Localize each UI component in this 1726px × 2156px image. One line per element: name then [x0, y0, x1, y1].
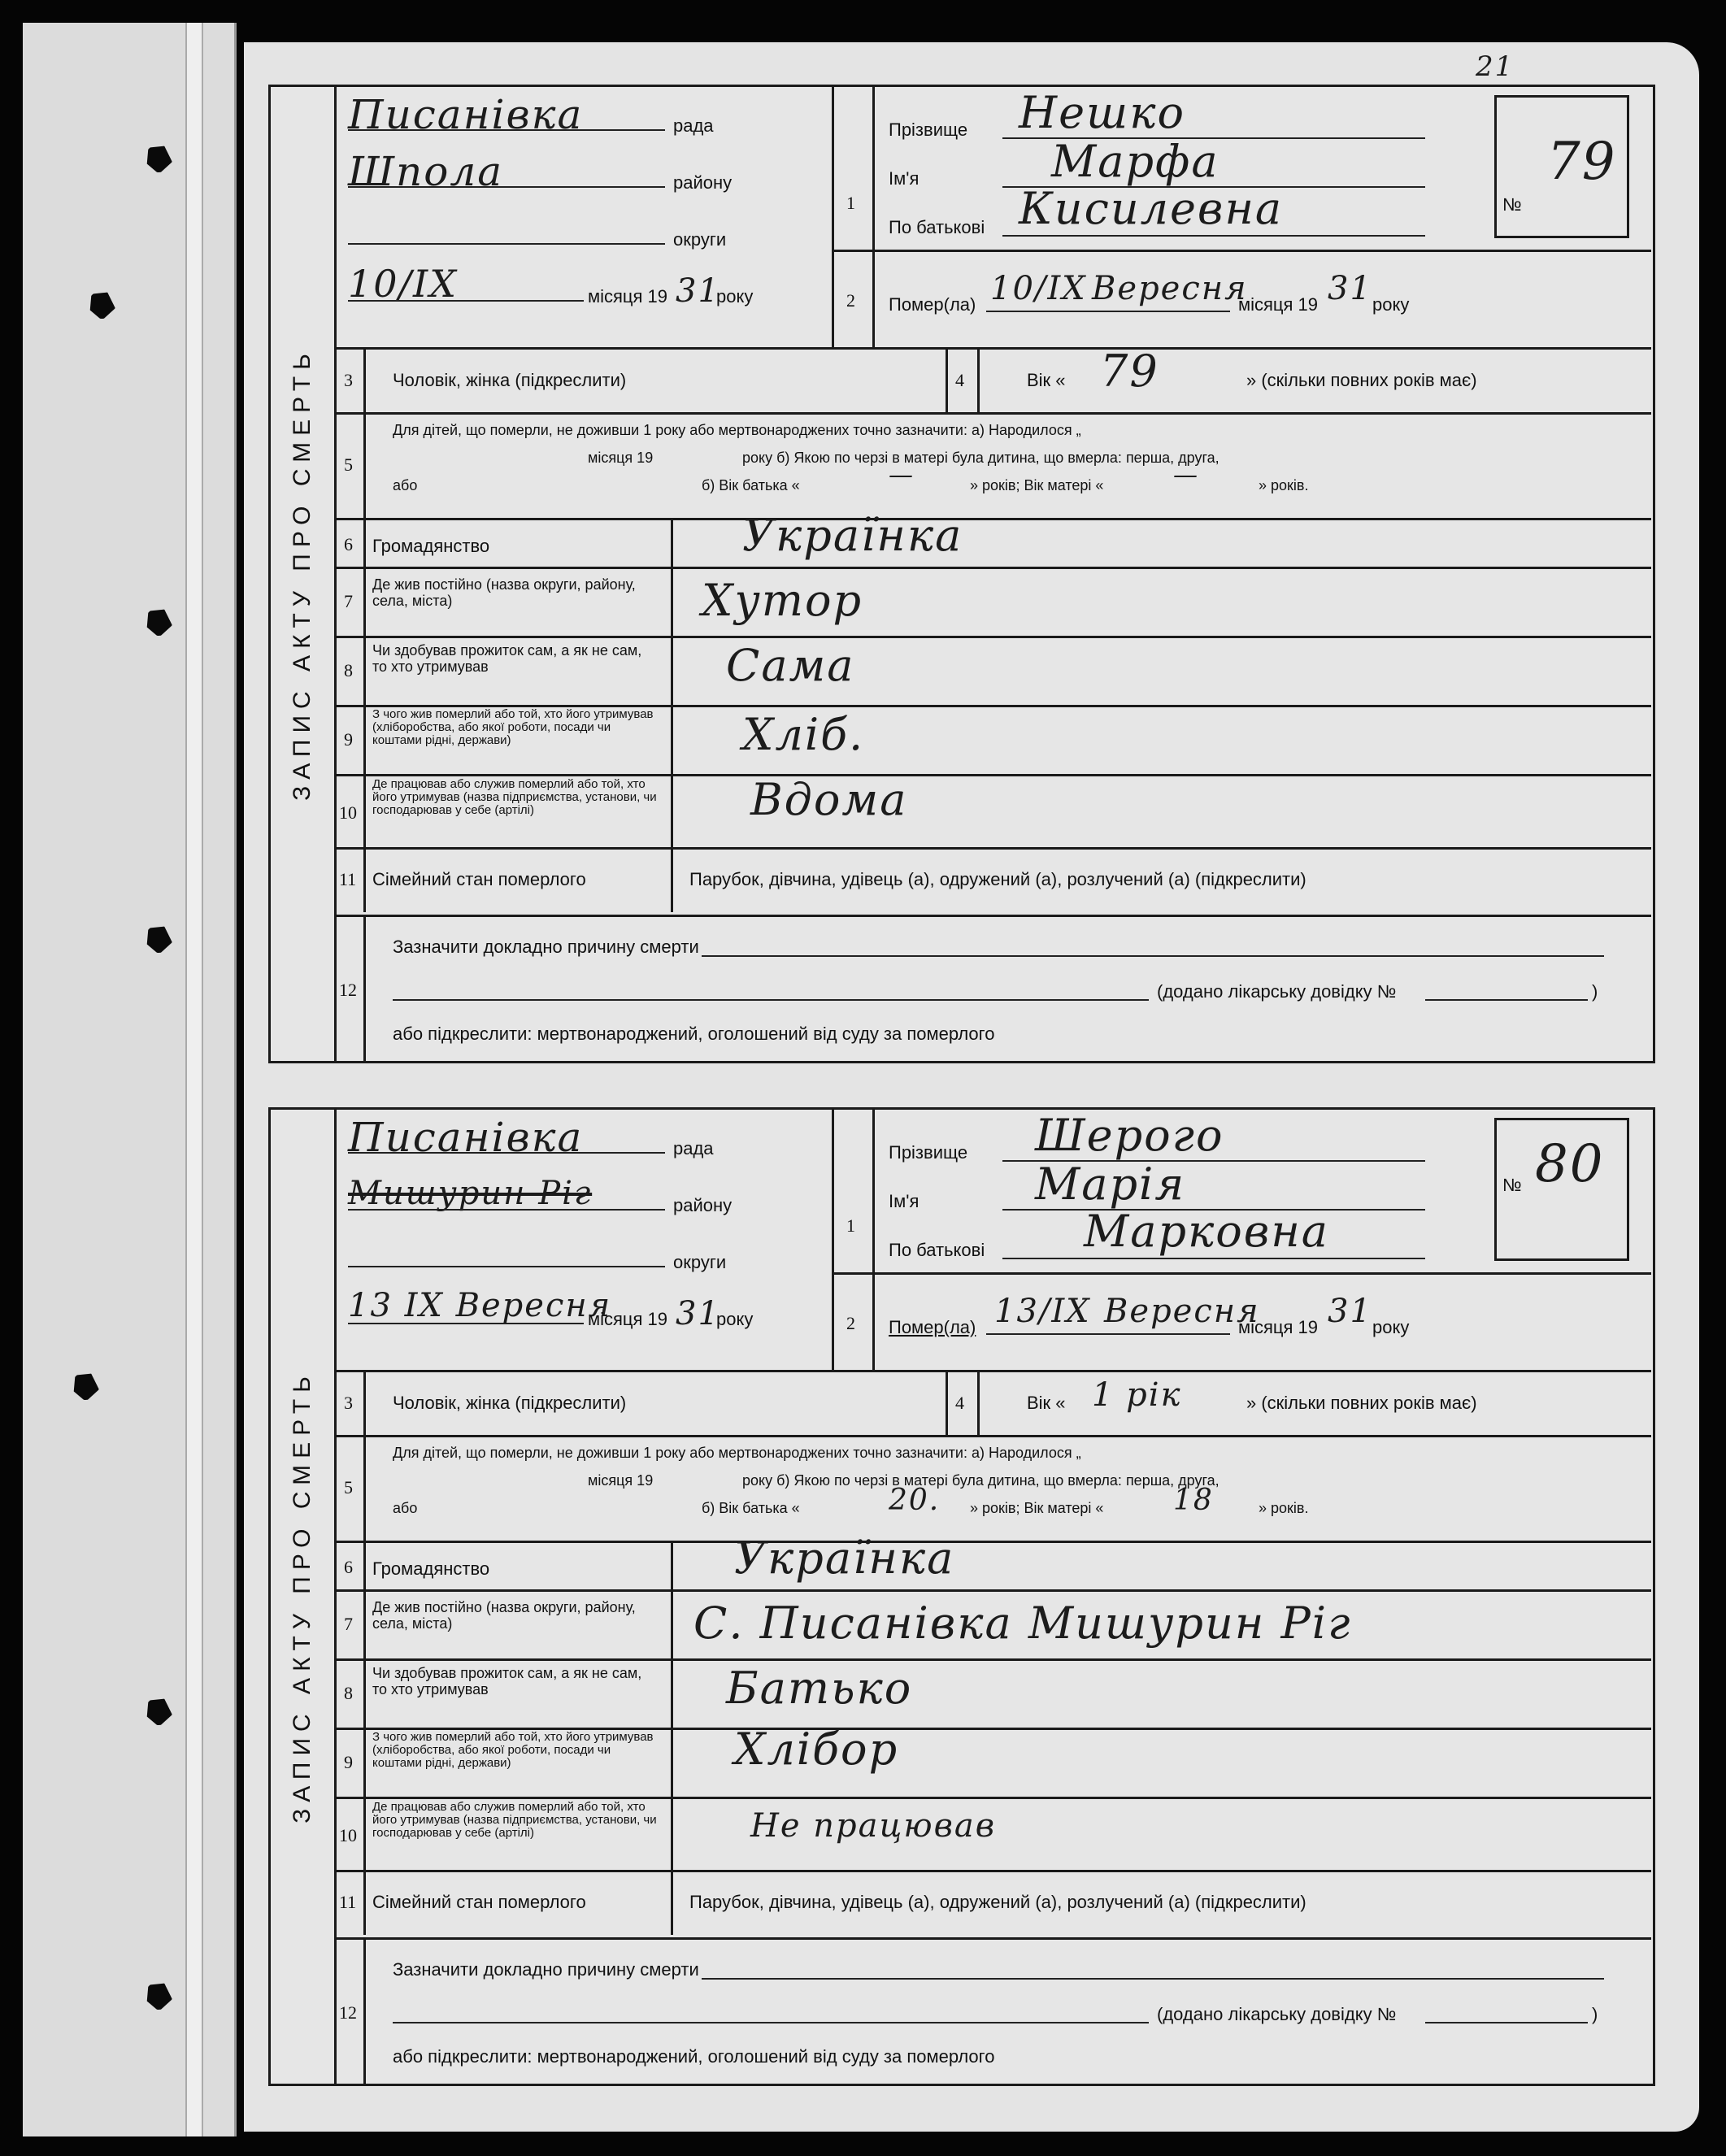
register-sheet — [244, 42, 1699, 2132]
row6-label: Громадянство — [372, 536, 490, 556]
binding-hole — [140, 140, 176, 176]
died-label: Помер(ла) — [889, 1317, 976, 1337]
row12-doctor-note: (додано лікарську довідку № — [1157, 981, 1397, 1002]
row6-value: Українка — [734, 1532, 955, 1584]
row8-label: Чи здобував прожиток сам, а як не сам, то хто утримував — [372, 1665, 642, 1697]
raion-value: Мишурин Ріг — [348, 1175, 593, 1212]
surname-label: Прізвище — [889, 1142, 968, 1163]
row12-doctor-note: (додано лікарську довідку № — [1157, 2004, 1397, 2024]
record-number: 80 — [1535, 1134, 1605, 1194]
surname-value: Шерого — [1035, 1110, 1224, 1161]
name-value: Марфа — [1051, 136, 1220, 187]
patronymic-label: По батькові — [889, 217, 985, 237]
name-label: Ім'я — [889, 168, 920, 189]
record-number: 79 — [1547, 132, 1617, 192]
row8-label: Чи здобував прожиток сам, а як не сам, то хто утримував — [372, 642, 642, 675]
side-title: ЗАПИС АКТУ ПРО СМЕРТЬ — [271, 87, 337, 1061]
row9-value: Хлібор — [734, 1723, 899, 1775]
died-year-label: року — [1372, 1317, 1410, 1337]
row12-label: Зазначити докладно причину смерти — [393, 937, 699, 957]
raion-label: району — [673, 1195, 733, 1215]
record-year: 31 — [676, 272, 720, 310]
binding-hole — [140, 1977, 176, 2014]
died-year-label: року — [1372, 294, 1410, 315]
died-month: Вересня — [1092, 270, 1248, 307]
death-record-card: ЗАПИС АКТУ ПРО СМЕРТЬ Писанівка рада Мишурин Ріг району округи 13 IX Вересня місяця 19 31 року 1 2 Прізвище Шерого Ім'я Марія По батькові Марковна № 80 Помер(ла) 13/IX Вересня місяця 19 31 року 3 Чоловік, жінка (підкреслити) 4 Вік « 1 рік » (скільки повних років має) 5 Для дітей, що померли, не доживши 1 року або мертвонароджених точно зазначити: а) Народилося „ місяця 19 року б) Якою по черзі в матері була дитина, що вмерла: перша, друга, або б) Вік батька « 20. » років; Вік матері « 18 » років. 6 Громадянство Українка 7 Де жив постійно (назва округи, району, села, міста) С. Писанівка Мишурин Ріг 8 Чи здобував прожиток сам, а як не сам, то хто утримував Батько 9 З чого жив померлий або той, хто його утримував (хліборобства, або якої роботи, посади чи коштами рідні, держави) Хлібор 10 Де працював або служив померлий або той, хто його утримував (назва підприємства, установи, чи господарював у себе (артілі) Не працював 11 Сімейний стан померлого Парубок, дівчина, удівець (а), одружений (а), розлучений (а) (підкреслити) 12 Зазначити докладно причину смерти (додано лікарську довідку № ) або підкреслити: мертвонароджений, оголошений від суду за померлого — [268, 1107, 1655, 2086]
row9-label: З чого жив померлий або той, хто його утримував (хліборобства, або якої роботи, посади чи коштами рідні, держави) — [372, 1730, 654, 1770]
binding-spine — [23, 23, 237, 2136]
age-value: 79 — [1100, 346, 1159, 397]
row12-label: Зазначити докладно причину смерти — [393, 1959, 699, 1980]
row12-stillborn: або підкреслити: мертвонароджений, оголошений від суду за померлого — [393, 1024, 995, 1044]
record-date: 10/IX — [348, 262, 458, 306]
binding-hole — [140, 920, 176, 957]
binding-hole — [83, 286, 120, 323]
row7-value: С. Писанівка Мишурин Ріг — [693, 1597, 1352, 1649]
row11-options: Парубок, дівчина, удівець (а), одружений (а), розлучений (а) (підкреслити) — [689, 1892, 1306, 1912]
row10-label: Де працював або служив померлий або той, хто його утримував (назва підприємства, установи, чи господарював у себе (артілі) — [372, 1800, 657, 1840]
raion-label: району — [673, 172, 733, 193]
age-value: 1 рік — [1092, 1376, 1182, 1414]
mother-age: — — [1173, 461, 1199, 489]
patronymic-label: По батькові — [889, 1240, 985, 1260]
year-label: року — [716, 1309, 754, 1329]
row10-value: Вдома — [750, 774, 908, 825]
patronymic-value: Кисилевна — [1019, 183, 1284, 234]
record-number-label: № — [1502, 1175, 1522, 1195]
father-age: — — [889, 461, 915, 489]
died-label: Помер(ла) — [889, 294, 976, 315]
died-date: 13/IX — [994, 1293, 1091, 1330]
died-year: 31 — [1328, 270, 1372, 307]
binding-hole — [67, 1367, 103, 1404]
died-year: 31 — [1328, 1293, 1372, 1330]
binding-hole — [140, 603, 176, 640]
age-label: Вік « — [1027, 1393, 1066, 1413]
row11-options: Парубок, дівчина, удівець (а), одружений (а), розлучений (а) (підкреслити) — [689, 869, 1306, 889]
row6-label: Громадянство — [372, 1558, 490, 1579]
record-date: 13 IX Вересня — [348, 1287, 612, 1324]
died-month-label: місяця 19 — [1238, 294, 1319, 315]
binding-hole — [140, 1693, 176, 1729]
father-age: 20. — [889, 1484, 941, 1517]
row3-label: Чоловік, жінка (підкреслити) — [393, 370, 627, 390]
row8-value: Сама — [726, 640, 855, 691]
name-value: Марія — [1035, 1158, 1186, 1210]
row3-label: Чоловік, жінка (підкреслити) — [393, 1393, 627, 1413]
row6-value: Українка — [742, 510, 963, 561]
rada-label: рада — [673, 115, 714, 136]
record-year: 31 — [676, 1295, 720, 1332]
spine-fold — [185, 23, 203, 2136]
row8-value: Батько — [726, 1663, 913, 1714]
mother-age: 18 — [1173, 1484, 1214, 1517]
surname-label: Прізвище — [889, 120, 968, 140]
rada-value: Писанівка — [348, 1114, 584, 1161]
row11-label: Сімейний стан померлого — [372, 869, 586, 889]
age-tail: » (скільки повних років має) — [1246, 1393, 1477, 1413]
okrugy-label: округи — [673, 229, 727, 250]
month-label: місяця 19 — [588, 1309, 668, 1329]
rada-value: Писанівка — [348, 91, 584, 138]
month-label: місяця 19 — [588, 286, 668, 306]
row7-label: Де жив постійно (назва округи, району, села, міста) — [372, 576, 636, 609]
okrugy-label: округи — [673, 1252, 727, 1272]
row11-label: Сімейний стан померлого — [372, 1892, 586, 1912]
death-record-card: ЗАПИС АКТУ ПРО СМЕРТЬ Писанівка рада Шпола району округи 10/IX місяця 19 31 року 1 2 Прізвище Нешко Ім'я Марфа По батькові Кисилевна № 79 Помер(ла) 10/IX Вересня місяця 19 31 року 3 Чоловік, жінка (підкреслити) 4 Вік « 79 » (скільки повних років має) 5 Для дітей, що померли, не доживши 1 року або мертвонароджених точно зазначити: а) Народилося „ місяця 19 року б) Якою по черзі в матері була дитина, що вмерла: перша, друга, або б) Вік батька « — » років; Вік матері « — » років. 6 Громадянство Українка 7 Де жив постійно (назва округи, району, села, міста) Хутор 8 Чи здобував прожиток сам, а як не сам, то хто утримував Сама 9 З чого жив померлий або той, хто його утримував (хліборобства, або якої роботи, посади чи коштами рідні, держави) Хліб. 10 Де працював або служив померлий або той, хто його утримував (назва підприємства, установи, чи господарював у себе (артілі) Вдома 11 Сімейний стан померлого Парубок, дівчина, удівець (а), одружений (а), розлучений (а) (підкреслити) 12 Зазначити докладно причину смерти (додано лікарську довідку № ) або підкреслити: мертвонароджений, оголошений від суду за померлого — [268, 85, 1655, 1063]
row12-stillborn: або підкреслити: мертвонароджений, оголошений від суду за померлого — [393, 2046, 995, 2067]
age-label: Вік « — [1027, 370, 1066, 390]
died-date: 10/IX — [990, 270, 1087, 307]
row7-label: Де жив постійно (назва округи, району, села, міста) — [372, 1599, 636, 1632]
row10-label: Де працював або служив померлий або той, хто його утримував (назва підприємства, установи, чи господарював у себе (артілі) — [372, 777, 657, 817]
side-title: ЗАПИС АКТУ ПРО СМЕРТЬ — [271, 1110, 337, 2084]
surname-value: Нешко — [1019, 87, 1185, 138]
row9-value: Хліб. — [742, 709, 865, 760]
age-tail: » (скільки повних років має) — [1246, 370, 1477, 390]
year-label: року — [716, 286, 754, 306]
died-month-label: місяця 19 — [1238, 1317, 1319, 1337]
row7-value: Хутор — [702, 575, 863, 626]
raion-value: Шпола — [348, 148, 504, 195]
page-mark: 21 — [1476, 50, 1515, 83]
record-number-label: № — [1502, 194, 1522, 215]
patronymic-value: Марковна — [1084, 1206, 1330, 1257]
name-label: Ім'я — [889, 1191, 920, 1211]
died-month: Вересня — [1104, 1293, 1260, 1330]
row10-value: Не працював — [750, 1807, 997, 1845]
rada-label: рада — [673, 1138, 714, 1158]
row9-label: З чого жив померлий або той, хто його утримував (хліборобства, або якої роботи, посади чи коштами рідні, держави) — [372, 707, 654, 747]
